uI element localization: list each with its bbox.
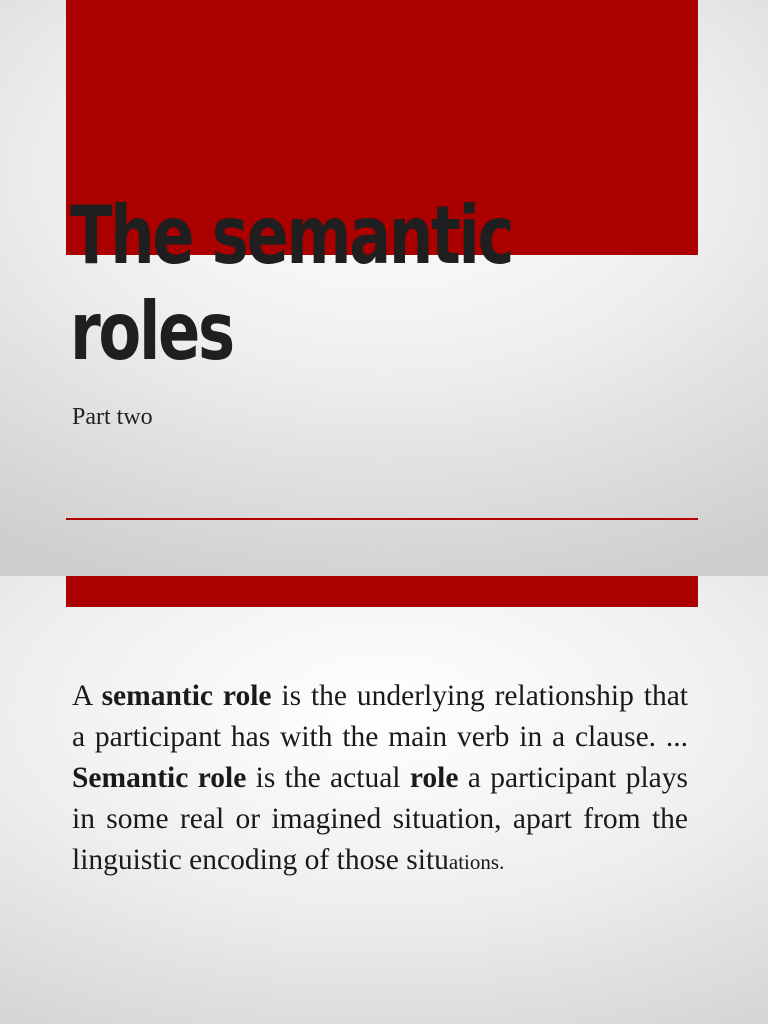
text-run: A xyxy=(72,680,102,712)
red-divider-line xyxy=(66,518,698,520)
text-run: a participant plays in some real or imagined situation, apart from the linguistic encoding of those situ xyxy=(72,762,688,876)
text-run: is the actual xyxy=(246,762,410,794)
small-text-run: ations. xyxy=(448,850,505,874)
red-header-bar xyxy=(66,576,698,607)
bold-term: Semantic role xyxy=(72,762,247,794)
definition-paragraph xyxy=(72,676,688,883)
bold-term: semantic role xyxy=(101,680,272,712)
slide-title-heading xyxy=(70,188,512,380)
slide-subtitle: Part two xyxy=(72,404,153,430)
title-line-2: roles xyxy=(70,285,233,378)
slide-content xyxy=(0,576,768,1024)
text-run: is the underlying relationship that a participant has with the main verb in a clause. ... xyxy=(72,680,688,753)
bold-term: role xyxy=(409,762,459,794)
title-line-1: The semantic xyxy=(70,189,513,282)
